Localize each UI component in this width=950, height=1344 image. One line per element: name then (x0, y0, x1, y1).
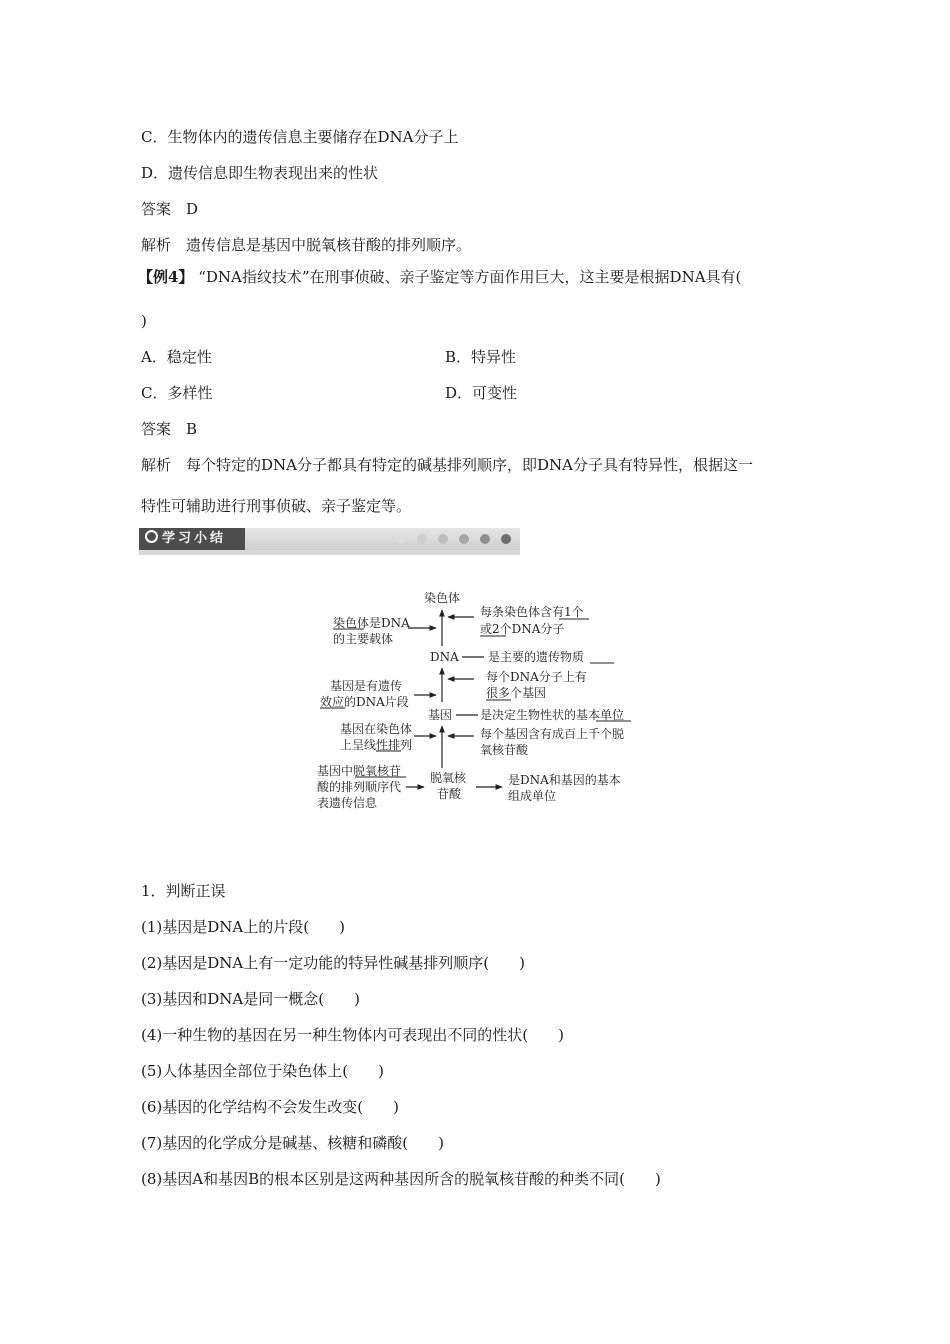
banner-dot (396, 534, 406, 544)
option-d-text: D．遗传信息即生物表现出来的性状 (141, 164, 379, 182)
left2-l1: 基因是有遗传 (330, 679, 403, 693)
right4-l2: 组成单位 (508, 789, 557, 803)
judge-item: (7)基因的化学成分是碱基、核糖和磷酸( ) (141, 1134, 444, 1152)
node-nucleotide-l2: 苷酸 (437, 787, 462, 801)
judge-item: (2)基因是DNA上有一定功能的特异性碱基排列顺序( ) (141, 954, 525, 972)
dna-desc: 是主要的遗传物质 (488, 650, 585, 664)
left3-l2: 上呈线性排列 (340, 738, 413, 752)
option-4-a: A．稳定性 (141, 348, 212, 366)
judge-item: (5)人体基因全部位于染色体上( ) (141, 1062, 384, 1080)
example-4-close: ) (141, 312, 147, 330)
summary-title: 学习小结 (162, 531, 227, 546)
node-dna: DNA (430, 650, 459, 664)
node-gene: 基因 (428, 708, 453, 722)
right1-l2: 或2个DNA分子 (480, 622, 565, 636)
answer-4: 答案 B (141, 420, 198, 438)
left4-l3: 表遗传信息 (317, 796, 378, 810)
judge-title: 1．判断正误 (141, 882, 226, 900)
option-c-text: C．生物体内的遗传信息主要储存在DNA分子上 (141, 128, 459, 146)
right3-l2: 氧核苷酸 (480, 743, 529, 757)
judge-item: (3)基因和DNA是同一概念( ) (141, 990, 360, 1008)
left1-l1: 染色体是DNA (333, 616, 410, 630)
node-chromosome: 染色体 (424, 591, 461, 605)
banner-dot (417, 534, 427, 544)
analysis-3: 解析 遗传信息是基因中脱氧核苷酸的排列顺序。 (141, 236, 472, 254)
right4-l1: 是DNA和基因的基本 (508, 773, 621, 787)
judge-item: (4)一种生物的基因在另一种生物体内可表现出不同的性状( ) (141, 1026, 564, 1044)
example-4-question (138, 267, 741, 287)
banner-dot (501, 534, 511, 544)
option-4-b: B．特异性 (445, 348, 517, 366)
option-4-d: D．可变性 (445, 384, 518, 402)
left1-l2: 的主要载体 (333, 632, 394, 646)
left3-l1: 基因在染色体 (340, 722, 413, 736)
banner-dot (480, 534, 490, 544)
summary-banner-label (139, 528, 245, 550)
summary-banner (139, 528, 520, 550)
right2-l1: 每个DNA分子上有 (486, 670, 587, 684)
right2-l2: 很多个基因 (486, 686, 547, 700)
banner-shadow (139, 550, 520, 555)
banner-dot (459, 534, 469, 544)
analysis-4-line1: 解析 每个特定的DNA分子都具有特定的碱基排列顺序，即DNA分子具有特异性，根据这一 (141, 456, 753, 474)
judge-item: (8)基因A和基因B的根本区别是这两种基因所含的脱氧核苷酸的种类不同( ) (141, 1170, 661, 1188)
gene-desc: 是决定生物性状的基本单位 (480, 708, 625, 722)
judge-item: (6)基因的化学结构不会发生改变( ) (141, 1098, 399, 1116)
left2-l2: 效应的DNA片段 (320, 695, 409, 709)
example-4-text: “DNA指纹技术”在刑事侦破、亲子鉴定等方面作用巨大，这主要是根据DNA具有( (198, 268, 742, 286)
right1-l1: 每条染色体含有1个 (480, 605, 584, 619)
example-4-tag: 【例4】 (138, 268, 194, 286)
option-4-c: C．多样性 (141, 384, 213, 402)
right3-l1: 每个基因含有成百上千个脱 (480, 727, 625, 741)
judge-item: (1)基因是DNA上的片段( ) (141, 918, 345, 936)
left4-l2: 酸的排列顺序代 (317, 780, 402, 794)
node-nucleotide-l1: 脱氧核 (430, 771, 467, 785)
concept-diagram (300, 580, 660, 825)
answer-3: 答案 D (141, 200, 199, 218)
left4-l1: 基因中脱氧核苷 (317, 764, 402, 778)
analysis-4-line2: 特性可辅助进行刑事侦破、亲子鉴定等。 (141, 497, 412, 515)
target-circle-icon (145, 530, 158, 543)
banner-dot (438, 534, 448, 544)
